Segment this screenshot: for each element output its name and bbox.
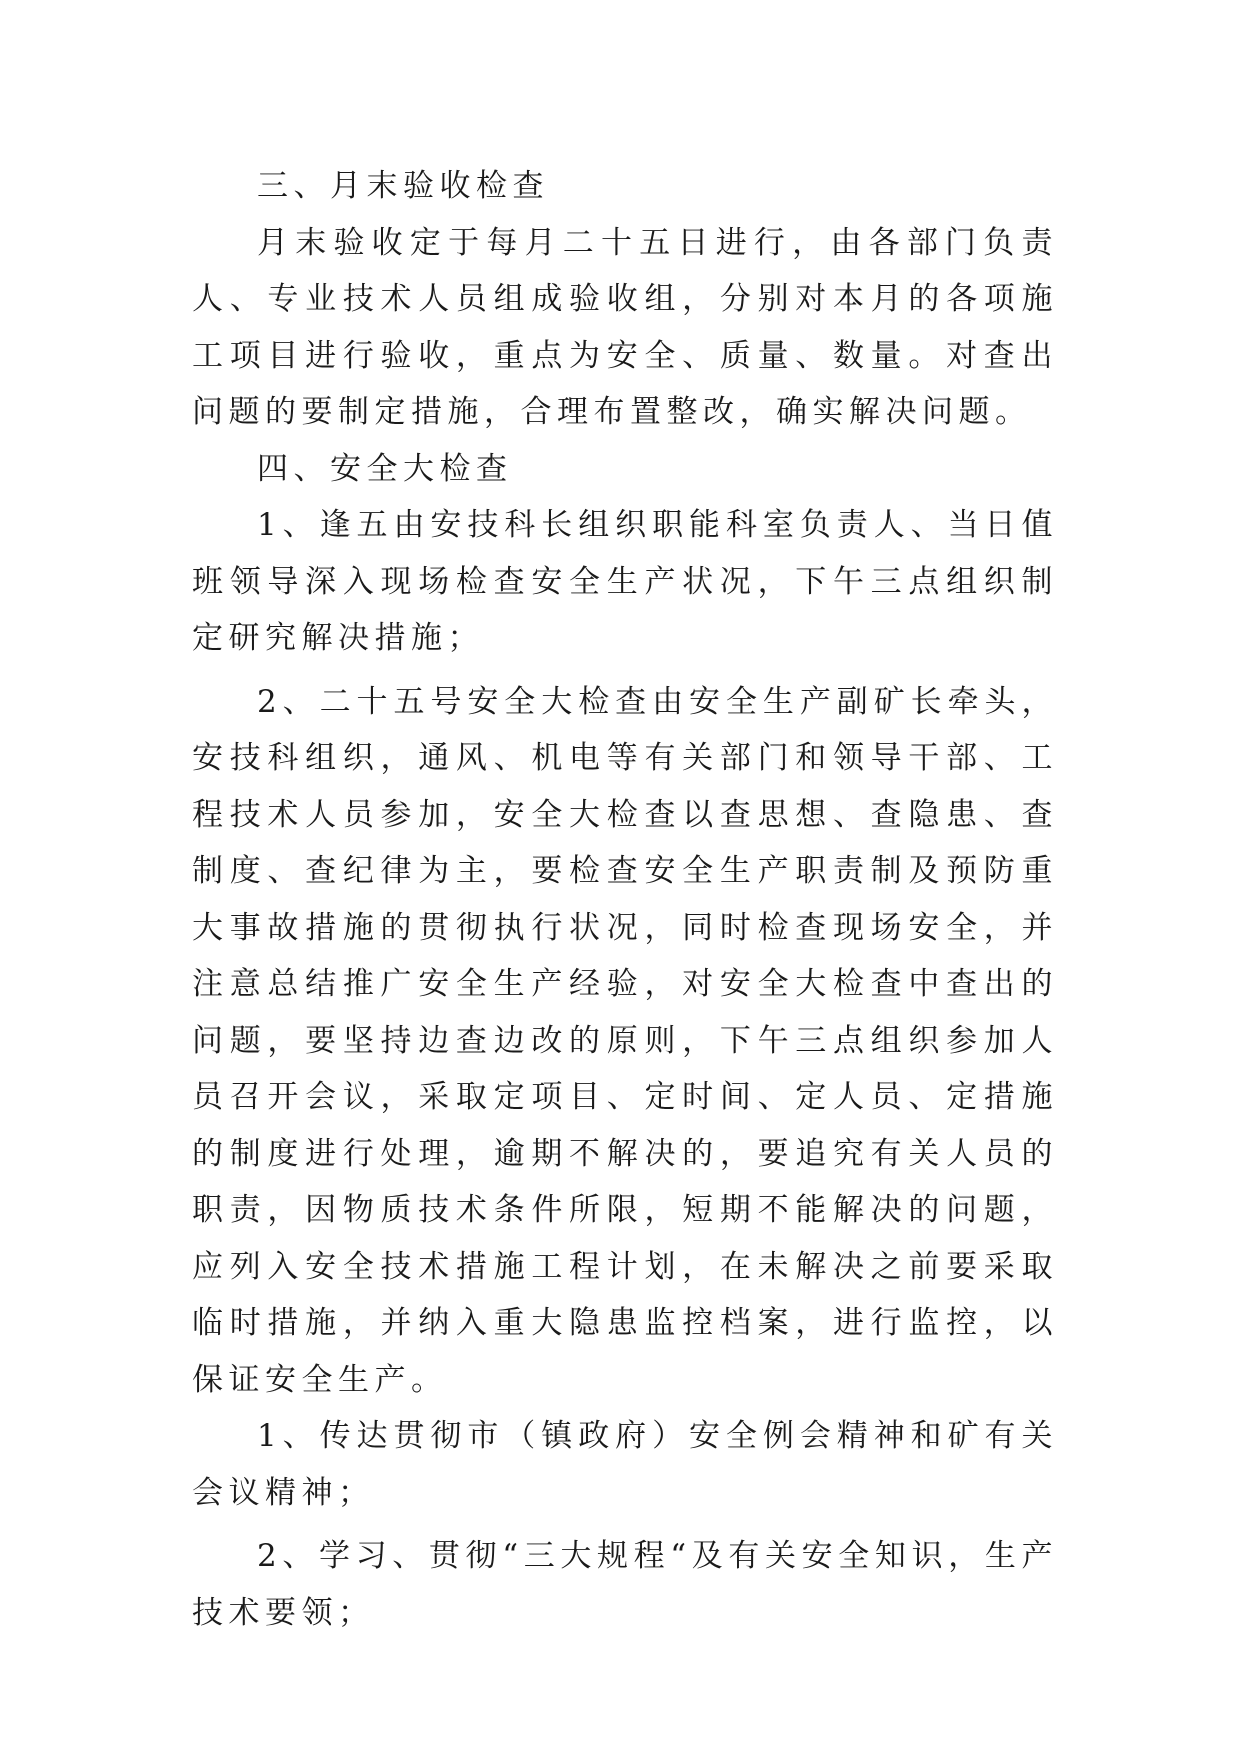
paragraph-meeting-item-1: 1、传达贯彻市（镇政府）安全例会精神和矿有关会议精神；	[192, 1418, 1058, 1511]
paragraph-month-end-inspection: 月末验收定于每月二十五日进行，由各部门负责人、专业技术人员组成验收组，分别对本月的各项施工项目进行验收，重点为安全、质量、数量。对查出问题的要制定措施，合理布置整改，确实解决问题。	[192, 224, 1058, 430]
paragraph-safety-item-1: 1、逢五由安技科长组织职能科室负责人、当日值班领导深入现场检查安全生产状况，下午三点组织制定研究解决措施；	[192, 507, 1058, 656]
document-body	[192, 158, 1058, 1641]
section-heading-month-end-inspection: 三、月末验收检查	[257, 168, 549, 204]
section-heading-safety-inspection: 四、安全大检查	[257, 450, 513, 487]
paragraph-safety-item-2: 2、二十五号安全大检查由安全生产副矿长牵头，安技科组织，通风、机电等有关部门和领导干部、工程技术人员参加，安全大检查以查思想、查隐患、查制度、查纪律为主，要检查安全生产职责制及预防重大事故措施的贯彻执行状况，同时检查现场安全，并注意总结推广安全生产经验，对安全大检查中查出的问题，要坚持边查边改的原则，下午三点组织参加人员召开会议，采取定项目、定时间、定人员、定措施的制度进行处理，逾期不解决的，要追究有关人员的职责，因物质技术条件所限，短期不能解决的问题，应列入安全技术措施工程计划，在未解决之前要采取临时措施，并纳入重大隐患监控档案，进行监控，以保证安全生产。	[192, 683, 1058, 1398]
paragraph-meeting-item-2: 2、学习、贯彻“三大规程“及有关安全知识，生产技术要领；	[192, 1538, 1058, 1631]
